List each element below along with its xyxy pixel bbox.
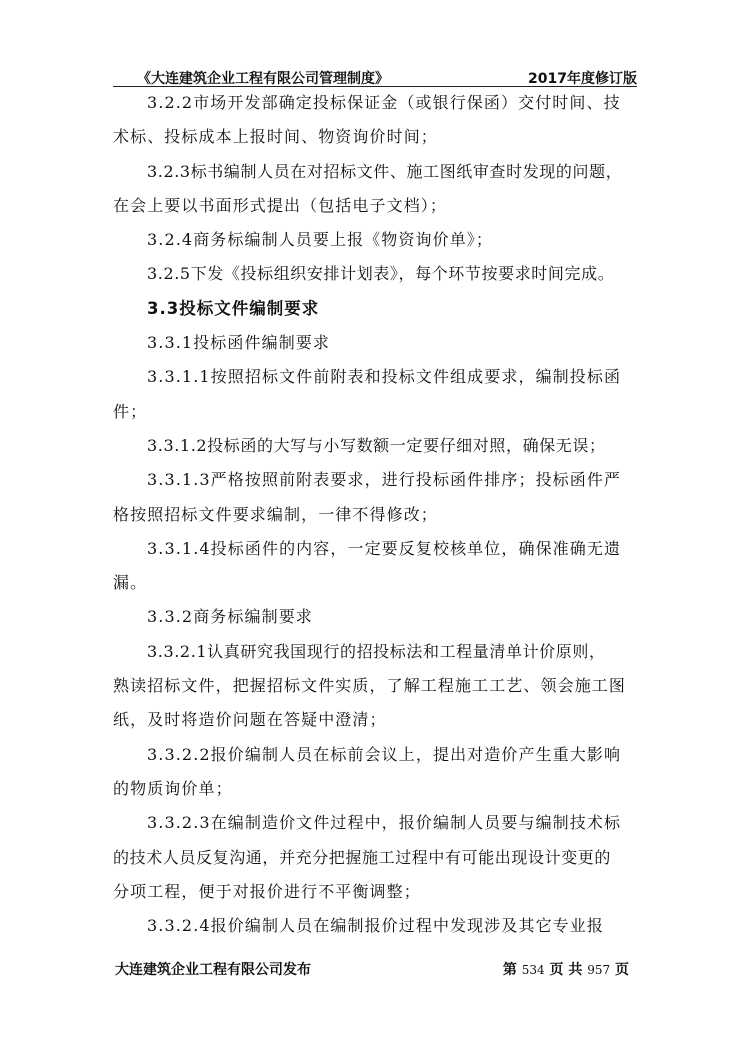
- document-body: [113, 86, 638, 943]
- header-title: 《大连建筑企业工程有限公司管理制度》: [137, 71, 389, 87]
- paragraph-line: 3.2.2市场开发部确定投标保证金（或银行保函）交付时间、技: [147, 93, 621, 112]
- paragraph-line: 3.3.2.2报价编制人员在标前会议上，提出对造价产生重大影响: [147, 744, 622, 764]
- page-prefix: 第: [502, 962, 517, 978]
- page-suffix: 页: [615, 962, 629, 978]
- page-mid: 页 共: [549, 962, 583, 978]
- paragraph-line: 的技术人员反复沟通，并充分把握施工过程中有可能出现设计变更的: [113, 847, 612, 867]
- subsection-title: 3.3.1投标函件编制要求: [147, 333, 331, 353]
- paragraph-line: 格按照招标文件要求编制，一律不得修改；: [113, 504, 438, 524]
- page-header: [113, 64, 637, 87]
- paragraph-line: 漏。: [113, 573, 148, 593]
- paragraph-line: 3.3.2.3在编制造价文件过程中，报价编制人员要与编制技术标: [147, 813, 622, 833]
- paragraph-line: 3.2.5下发《投标组织安排计划表》，每个环节按要求时间完成。: [147, 264, 615, 284]
- footer-publisher: 大连建筑企业工程有限公司发布: [115, 962, 311, 978]
- paragraph-line: 3.3.2.1认真研究我国现行的招投标法和工程量清单计价原则，: [147, 641, 606, 661]
- paragraph-line: 的物质询价单；: [113, 778, 233, 798]
- paragraph-line: 术标、投标成本上报时间、物资询价时间；: [113, 127, 438, 147]
- paragraph-line: 3.3.2.4报价编制人员在编制报价过程中发现涉及其它专业报: [147, 916, 604, 936]
- paragraph-line: 3.3.1.4投标函件的内容，一定要反复校核单位，确保准确无遗: [147, 538, 622, 558]
- header-edition: 2017年度修订版: [528, 71, 637, 87]
- paragraph-line: 纸，及时将造价问题在答疑中澄清；: [113, 710, 387, 730]
- paragraph-line: 3.3.1.2投标函的大写与小写数额一定要仔细对照，确保无误；: [147, 435, 606, 455]
- page-total: 957: [587, 963, 611, 977]
- paragraph-line: 3.3.1.3严格按照前附表要求，进行投标函件排序；投标函件严: [147, 470, 622, 490]
- paragraph-line: 在会上要以书面形式提出（包括电子文档）；: [113, 195, 448, 215]
- paragraph-line: 件；: [113, 401, 148, 421]
- subsection-title: 3.3.2商务标编制要求: [147, 607, 313, 627]
- paragraph-line: 熟读招标文件，把握招标文件实质，了解工程施工工艺、领会施工图: [113, 676, 627, 696]
- page-number: [503, 959, 629, 979]
- paragraph-line: 分项工程，便于对报价进行不平衡调整；: [113, 881, 421, 901]
- page-current: 534: [521, 963, 545, 977]
- paragraph-line: 3.2.4商务标编制人员要上报《物资询价单》；: [147, 230, 494, 250]
- section-heading: 3.3投标文件编制要求: [147, 298, 320, 318]
- paragraph-line: 3.3.1.1按照招标文件前附表和投标文件组成要求，编制投标函: [147, 367, 622, 387]
- paragraph-line: 3.2.3标书编制人员在对招标文件、施工图纸审查时发现的问题，: [147, 161, 623, 181]
- page-footer: [113, 959, 637, 981]
